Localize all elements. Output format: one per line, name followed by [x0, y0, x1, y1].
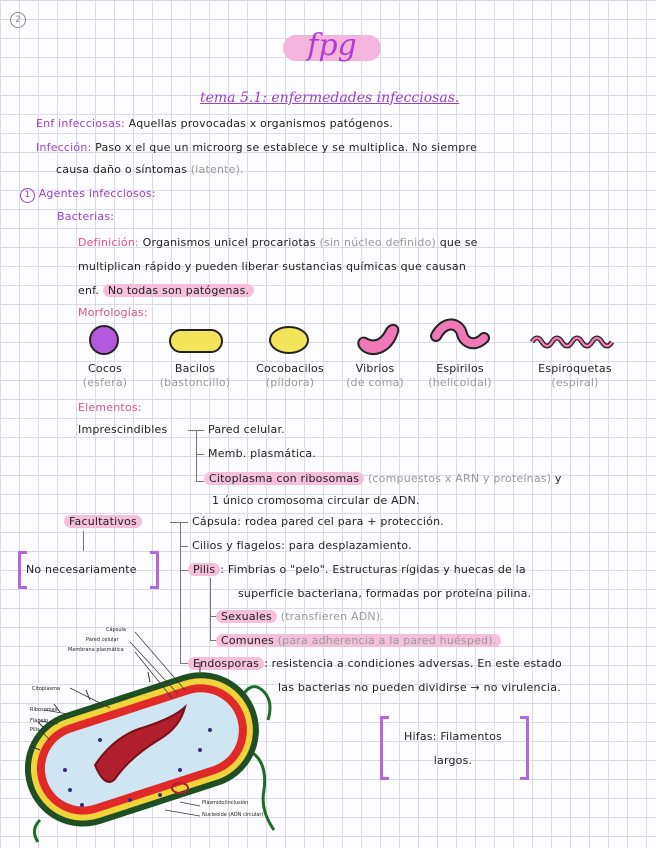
bacteria-def-text3: enf.	[78, 284, 100, 297]
def-enf-label: Enf infecciosas:	[36, 117, 125, 130]
facult-connector	[83, 531, 84, 551]
section-agentes-label: Agentes infecciosos:	[38, 187, 156, 200]
elem-endosporas-label: Endosporas	[188, 657, 264, 670]
tree-branch-cito	[196, 481, 204, 482]
elem-endosporas-text: : resistencia a condiciones adversas. En este estado	[264, 657, 562, 670]
def-inf-text: Paso x el que un microorg se establece y se multiplica. No siempre	[95, 141, 477, 154]
def-enf-row	[36, 117, 393, 130]
bacteria-def-label: Definición:	[78, 236, 139, 249]
hifas-text: Hifas: Filamentos	[404, 730, 502, 743]
morph-sub-2: (píldora)	[265, 376, 315, 389]
elem-capsula: Cápsula: rodea pared cel para + protección.	[192, 515, 444, 528]
topic-heading: tema 5.1: enfermedades infecciosas.	[200, 90, 460, 106]
vibrio-shape	[358, 325, 398, 354]
page-title: fpg	[307, 28, 357, 63]
elem-cito-paren: (compuestos x ARN y proteínas)	[367, 472, 552, 485]
morph-name-2: Cocobacilos	[256, 362, 324, 375]
cocobacilo-shape	[270, 327, 308, 353]
coco-shape	[90, 326, 118, 354]
morphology-drawings	[0, 318, 656, 362]
diagram-label-3: Membrana plasmática	[68, 647, 124, 653]
tree-branch-pilis	[180, 570, 188, 571]
def-inf-row2	[56, 163, 244, 176]
section-number-badge: 1	[20, 188, 35, 203]
morph-sub-5: (espiral)	[551, 376, 599, 389]
diagram-label-4: Citoplasma	[32, 686, 61, 692]
elem-cromosoma: 1 único cromosoma circular de ADN.	[212, 494, 420, 507]
elem-pilis-label: Pilis	[188, 563, 220, 576]
diagram-label-6: Flagelo	[30, 718, 49, 724]
elem-cito-tail: y	[554, 472, 562, 485]
elem-cito-row	[204, 472, 562, 485]
morph-name-4: Espirilos	[436, 362, 484, 375]
elem-pilis-text: : Fimbrias o "pelo". Estructuras rígidas y huecas de la	[220, 563, 526, 576]
def-inf-text2: causa daño o síntomas	[56, 163, 188, 176]
imprescindibles-label: Imprescindibles	[78, 423, 168, 436]
elem-sexuales-row	[216, 610, 384, 623]
elem-comunes-label: Comunes	[221, 634, 274, 647]
morphology-label: Morfologías:	[78, 306, 148, 319]
def-inf-row	[36, 141, 477, 154]
diagram-label-1: Cápsula	[106, 627, 126, 633]
def-enf-text: Aquellas provocadas x organismos patógenos.	[128, 117, 394, 130]
subsection-bacterias: Bacterias:	[57, 210, 115, 223]
bacteria-def-paren: (sin núcleo definido)	[319, 236, 436, 249]
diagram-label-8: Plásmido/inclusión	[202, 800, 249, 806]
tree-branch-pared	[188, 430, 204, 431]
tree-branch-cilios	[180, 546, 188, 547]
bacteria-def-text1: Organismos unicel procariotas	[142, 236, 316, 249]
diagram-label-2: Pared celular	[86, 637, 119, 643]
morph-name-3: Vibrios	[355, 362, 395, 375]
elem-cilios: Cilios y flagelos: para desplazamiento.	[192, 539, 412, 552]
morph-sub-4: (helicoidal)	[428, 376, 492, 389]
facultativos-label: Facultativos	[64, 515, 142, 528]
morph-sub-0: (esfera)	[82, 376, 128, 389]
elem-pared: Pared celular.	[208, 423, 285, 436]
tree-branch-capsula	[170, 522, 188, 523]
elem-pilis-row	[188, 563, 526, 576]
diagram-label-7: Pilis	[30, 727, 40, 733]
elements-label: Elementos:	[78, 401, 142, 414]
elem-endosporas-text2: las bacterias no pueden dividirse → no virulencia.	[278, 681, 561, 694]
bacilo-shape	[170, 330, 222, 352]
elem-sexuales-label: Sexuales	[216, 610, 277, 623]
elem-sexuales-paren: (transfieren ADN).	[280, 610, 385, 623]
hifas-text2: largos.	[433, 754, 473, 767]
no-necesariamente-note: No necesariamente	[26, 563, 137, 576]
morph-sub-3: (de coma)	[346, 376, 404, 389]
tree-branch-memb	[196, 454, 204, 455]
section-agentes	[20, 187, 156, 203]
morph-name-0: Cocos	[88, 362, 122, 375]
bacteria-def-text2: multiplican rápido y pueden liberar sustancias químicas que causan	[78, 260, 467, 273]
morph-sub-1: (bastoncillo)	[159, 376, 231, 389]
elem-cito-highlight: Citoplasma con ribosomas	[204, 472, 364, 485]
tree-line-impres	[196, 430, 197, 482]
diagram-label-5: Ribosomas	[30, 707, 58, 713]
def-inf-label: Infección:	[36, 141, 92, 154]
bracket-right	[150, 551, 159, 589]
elem-pilis-text2: superficie bacteriana, formadas por proteína pilina.	[238, 587, 532, 600]
diagram-label-9: Nucleoide (ADN circular)	[202, 812, 264, 818]
hifas-bracket-left	[380, 716, 389, 780]
page-number: 2	[10, 12, 26, 28]
elem-comunes-paren: (para adherencia a la pared huésped).	[277, 634, 497, 647]
def-inf-paren: (latente).	[190, 163, 244, 176]
elem-memb: Memb. plasmática.	[208, 447, 316, 460]
morph-name-1: Bacilos	[174, 362, 216, 375]
hifas-bracket-right	[520, 716, 529, 780]
morph-name-5: Espiroquetas	[538, 362, 612, 375]
bacteria-def-text1b: que se	[439, 236, 478, 249]
bacteria-def-row1	[78, 236, 478, 249]
bacteria-def-highlight: No todas son patógenas.	[103, 284, 254, 297]
bacteria-def-row3	[78, 284, 254, 297]
